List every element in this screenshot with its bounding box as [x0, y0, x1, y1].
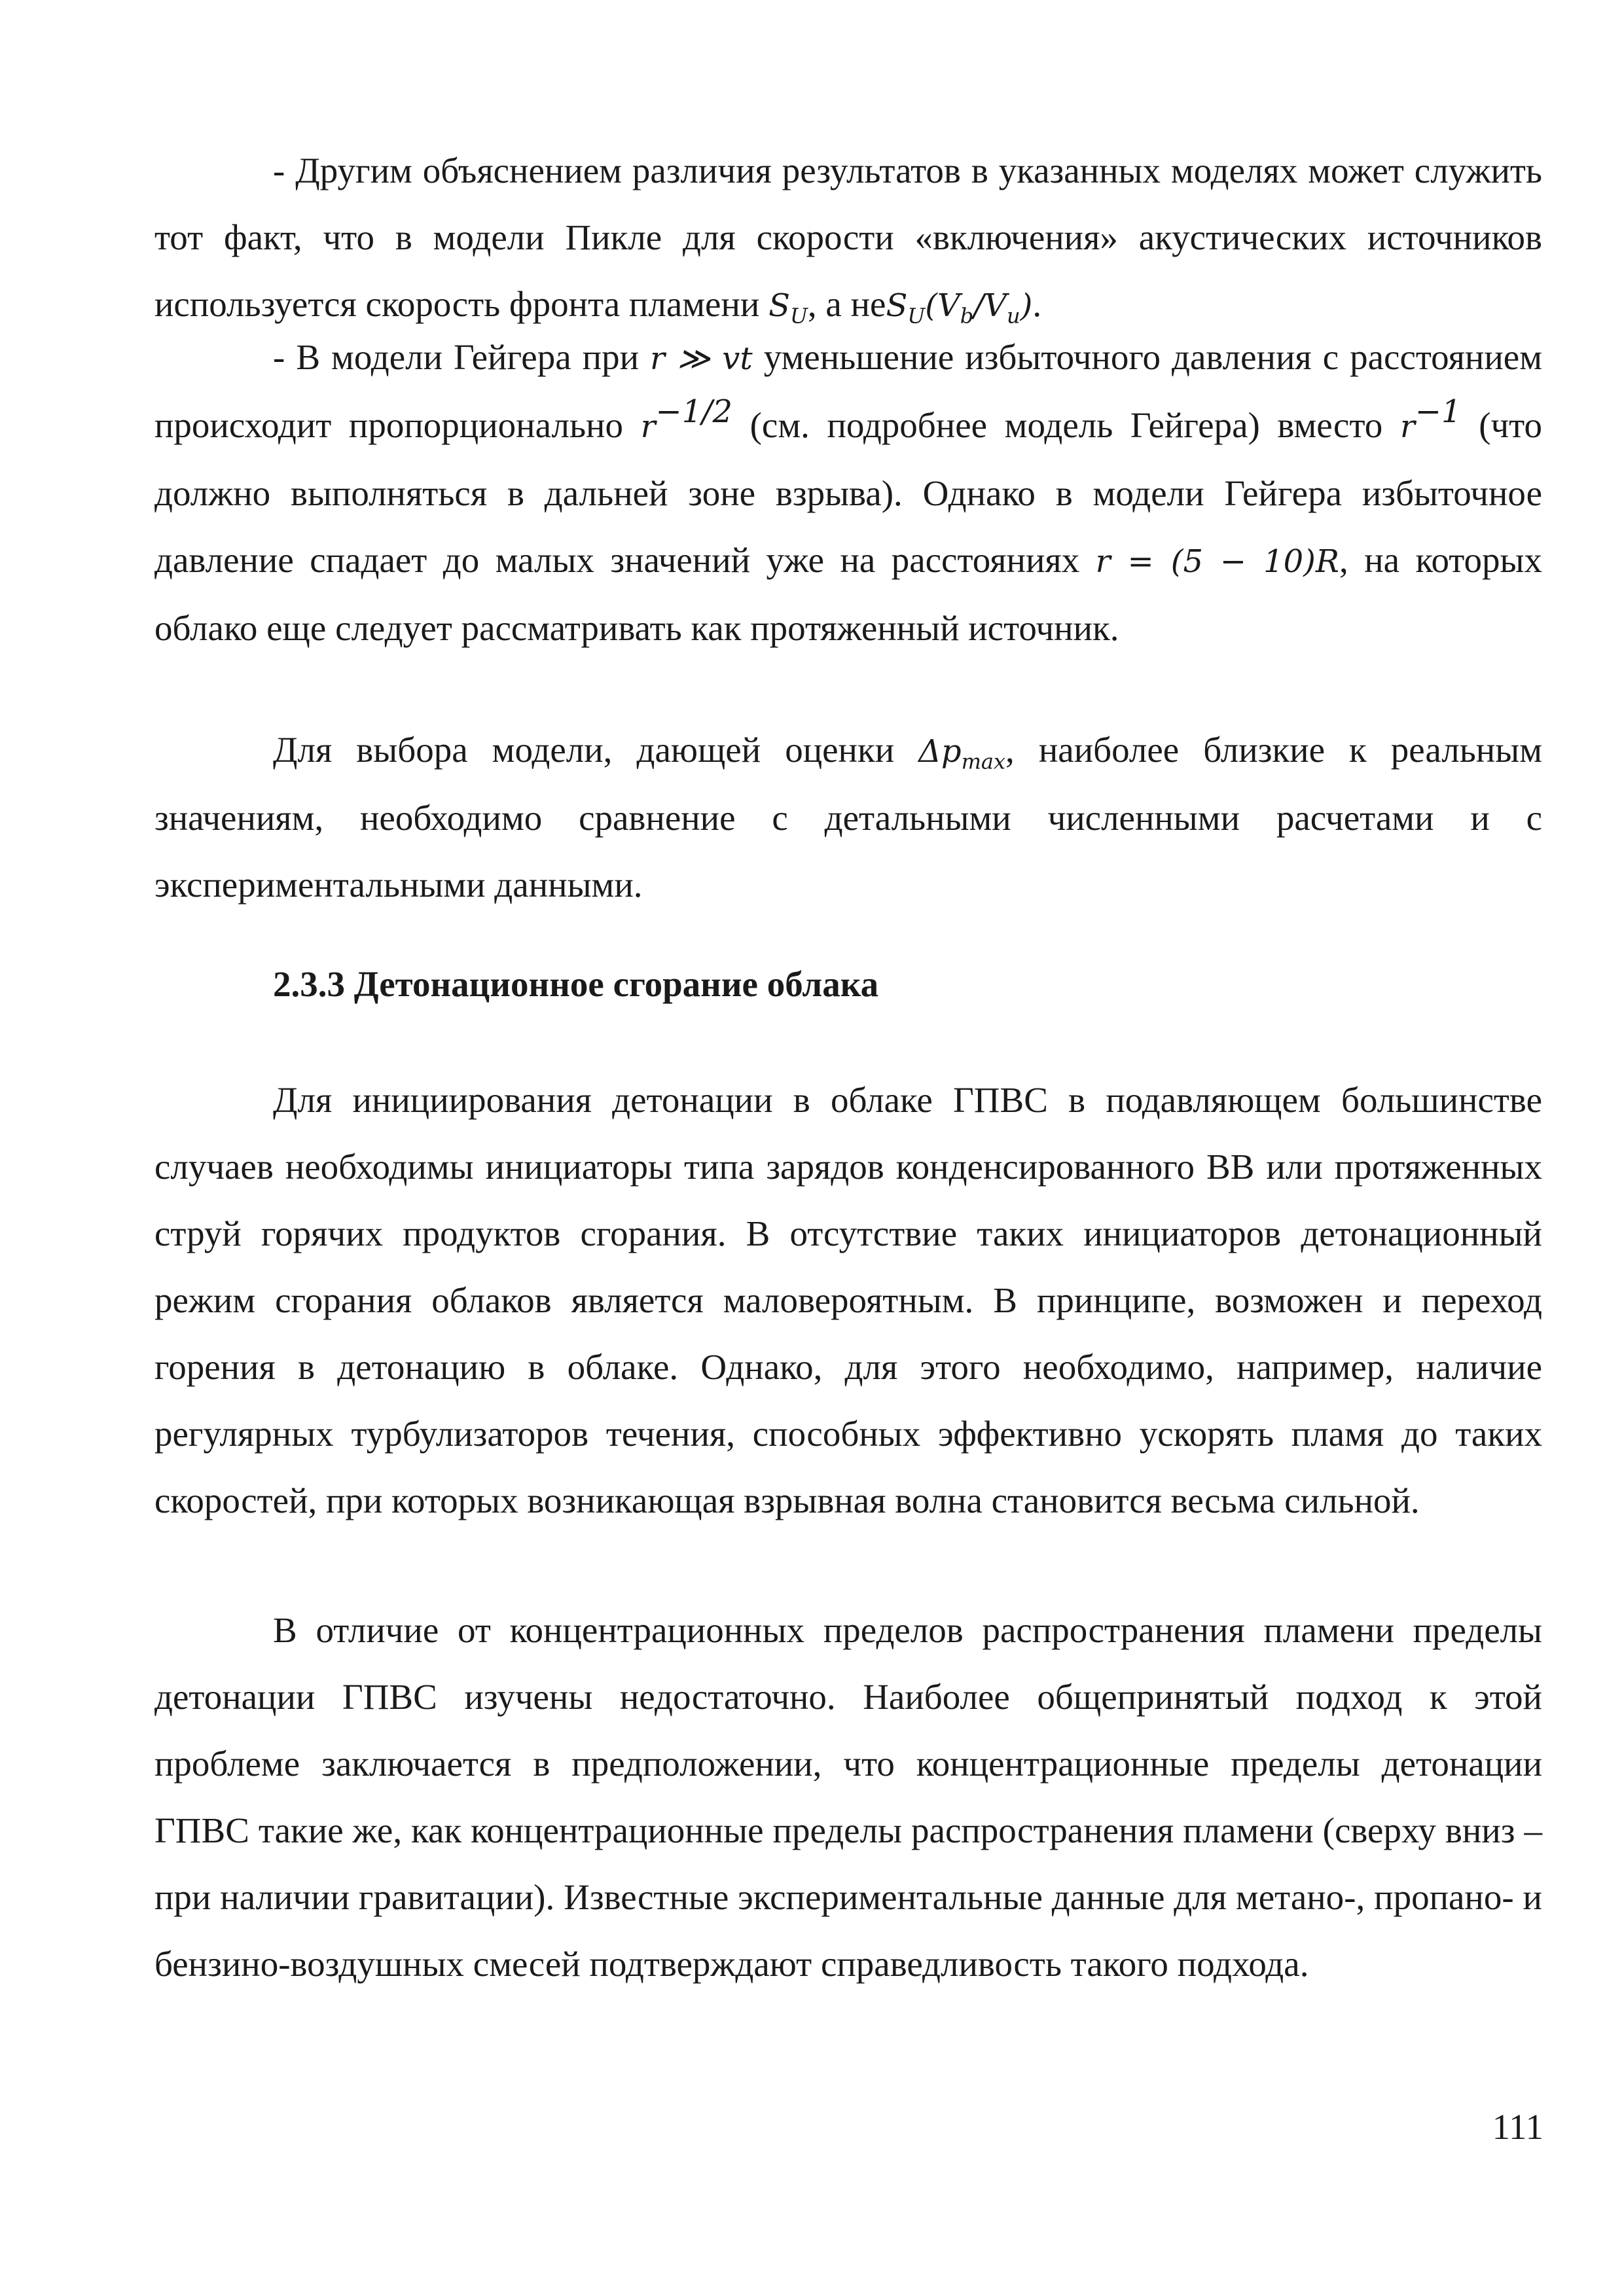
math-s-u-ratio: $S_U(V_b/V_u)$ — [886, 287, 1033, 329]
paragraph-text: (что должно выполняться в дальней зоне взрыва). Однако в модели Гейгера избыточное давление спадает до малых значений уже на расстояниях — [154, 405, 1542, 580]
paragraph-text: , а не — [807, 284, 886, 324]
paragraph-text: уменьшение избыточного давления с расстоянием происходит пропорционально — [154, 337, 1543, 445]
math-s-u: $S_U$ — [768, 287, 808, 329]
paragraph-detonation-initiation: Для инициирования детонации в облаке ГПВС в подавляющем большинстве случаев необходимы инициаторы типа зарядов конденсированного ВВ или протяженных струй горячих продуктов сгорания. В отсутствие таких инициаторов детонационный режим сгорания облаков является маловероятным. В принципе, возможен и переход горения в детонацию в облаке. Однако, для этого необходимо, например, наличие регулярных турбулизаторов течения, способных эффективно ускорять пламя до таких скоростей, при которых возникающая взрывная волна становится весьма сильной. — [154, 1080, 1542, 1520]
paragraph-model-choice — [154, 717, 1542, 918]
paragraph-text: - Другим объяснением различия результатов в указанных моделях может служить тот факт, что в модели Пикле для скорости «включения» акустических источников используется скорость фронта пламени — [154, 151, 1542, 324]
paragraph-text: , на которых облако еще следует рассматривать как протяженный источник. — [154, 540, 1542, 648]
paragraph-text: , наиболее близкие к реальным значениям, необходимо сравнение с детальными численными расчетами и с экспериментальными данными. — [154, 730, 1542, 905]
paragraph-detonation-limits: В отличие от концентрационных пределов распространения пламени пределы детонации ГПВС изучены недостаточно. Наиболее общепринятый подход к этой проблеме заключается в предположении, что концентрационные пределы детонации ГПВС такие же, как концентрационные пределы распространения пламени (сверху вниз – при наличии гравитации). Известные экспериментальные данные для метано-, пропано- и бензино-воздушных смесей подтверждают справедливость такого подхода. — [154, 1610, 1542, 1984]
paragraph-text: - В модели Гейгера при — [273, 337, 651, 377]
math-r-minus-one: $r^{-1}$ — [1399, 393, 1462, 445]
section-heading: 2.3.3 Детонационное сгорание облака — [273, 964, 879, 1004]
math-r-minus-half: $r^{-1/2}$ — [640, 393, 732, 445]
paragraph-geiger-model — [154, 324, 1542, 662]
math-r-much-greater-vt: r ≫ vt — [650, 340, 753, 377]
paragraph-text: . — [1032, 284, 1042, 324]
page-number: 111 — [1492, 2107, 1543, 2147]
paragraph-text: Для выбора модели, дающей оценки — [273, 730, 919, 770]
paragraph-text: (см. подробнее модель Гейгера) вместо — [732, 405, 1400, 445]
paragraph-explanation — [154, 137, 1542, 339]
math-delta-p-max: $\Delta p_{max}$ — [918, 733, 1006, 774]
math-r-range: r = (5 − 10)R — [1095, 543, 1340, 580]
